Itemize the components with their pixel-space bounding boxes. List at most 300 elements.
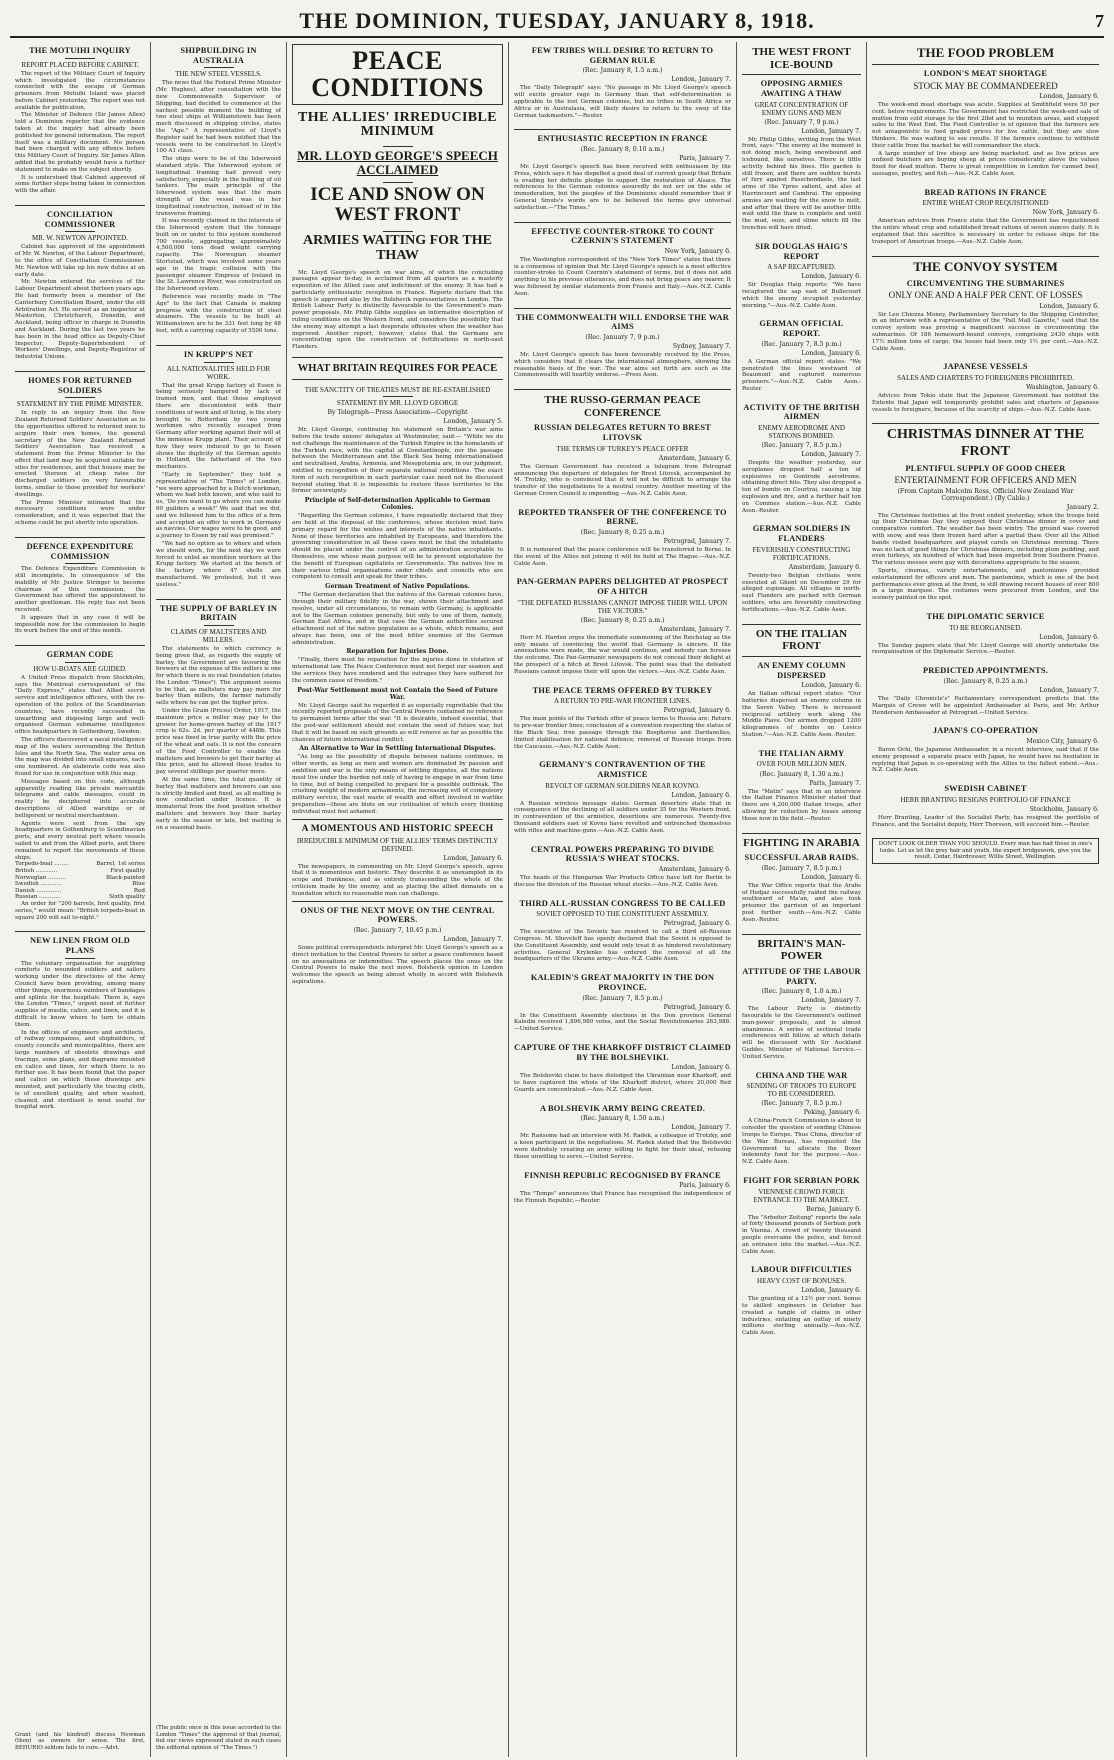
- article-body: The voluntary organisation for supplying comforts to wounded soldiers and sailors working under the directions of the Army Council have been providing, among many other things, enormous numbers of bandages and splints for the hospitals. There is, says the London "Times," urgent need of further supplies of muslin, calico, and linen, and it is difficult to know where to turn to obtain them.: [15, 960, 145, 1028]
- article-subhead: ONLY ONE AND A HALF PER CENT. OF LOSSES: [888, 290, 1083, 301]
- article-headline: RUSSIAN DELEGATES RETURN TO BREST LITOVSK: [534, 423, 711, 443]
- article-subhead: HOW U-BOATS ARE GUIDED.: [33, 664, 127, 673]
- article-body: Under the Grain (Prices) Order, 1917, the maximum price a miller may pay to the grower for home-grown barley of the 1917 crop is 62s. 2d. per quarter of 448lb. This price was fixed in true parity with the price of the wheat and oats. It is not the concern of the Food Controller to enable the maltsters and brewers to get their barley at this price, and he allowed those trades to pay several shillings per quarter more.: [156, 708, 281, 776]
- article-body: An Italian official report states: "Our batteries dispersed an enemy column in the Seren Valley. There is increased reciprocal artillery work along the Middle Piave. Our airmen dropped 1200 kilogrammes of bombs on Levico Station."—Aus.-N.Z. Cable Assn.-Reuter.: [742, 691, 861, 739]
- article-headline: A BOLSHEVIK ARMY BEING CREATED.: [539, 1103, 706, 1113]
- article-meat-shortage: [872, 69, 1099, 182]
- article-subhead: MR. W. NEWTON APPOINTED.: [32, 234, 128, 243]
- dateline: Petrograd, January 6.: [663, 1003, 731, 1011]
- article-body: Reference was recently made in "The Age" to the fact that Canada is making progress with the construction of steel steamers. The vessels to be built at Williamstown are to be 331 feet long by 48 feet, with a carrying capacity of 5500 tons.: [156, 294, 281, 335]
- dateline: London, January 6.: [1039, 92, 1099, 100]
- article-china: [742, 1071, 861, 1170]
- dateline: Amsterdam, January 6.: [788, 563, 861, 571]
- divider: [514, 222, 731, 223]
- divider: [383, 182, 413, 183]
- banner-headline: THE ALLIES' IRREDUCIBLE MINIMUM: [297, 109, 498, 140]
- article-body: A United Press dispatch from Stockholm, says the Montreal correspondent of the "Daily Express," states that Allied secret service and intelligence officers, with the co-operation of the police of the Scandinavian countries, have recently succeeded in unearthing and disposing large and well-organised German submarine intelligence office headquarters in Gothenburg, Sweden.: [15, 674, 145, 736]
- article-appointments: [872, 666, 1099, 720]
- dateline: New York, January 6.: [664, 247, 731, 255]
- column-2: [150, 42, 286, 1757]
- page-number: 7: [1095, 10, 1104, 31]
- article-subhead: THE SANCTITY OF TREATIES MUST BE RE-ESTABLISHED: [304, 386, 491, 395]
- article-subhead: THE TERMS OF TURKEY'S PEACE OFFER: [556, 444, 689, 453]
- article-body: Advices from Tokio state that the Japanese Government has notified the Entente that Japan will temporarily prohibit sales and charters of Japanese vessels to foreigners, because of the scarcity of ships.—Aus.-N.Z. Cable Assn.: [872, 393, 1099, 413]
- section-headline: THE WEST FRONT ICE-BOUND: [742, 46, 861, 75]
- divider: [65, 58, 95, 59]
- article-headline: JAPAN'S CO-OPERATION: [932, 726, 1039, 736]
- article-headline: ACTIVITY OF THE BRITISH AIRMEN: [743, 402, 860, 422]
- dateline: Petrograd, January 6.: [663, 920, 731, 928]
- article-body: Mr. Lloyd George said he regarded it as especially regrettable that the recently reported proposals of the Central Powers contained no reference to permanent terms after the war. "It is desirable, indeed essential, that the post-war settlement should not contain the seed of future war, but that it will be based on such grounds as will remove as far as possible the chances of future international conflict.: [292, 702, 503, 743]
- received-line: (Rec. January 8, 1.5 a.m.): [582, 67, 663, 75]
- article-body: Sports, cinemas, variety entertainments, and pantomimes provided entertainment for officers and men. The pantomime, which is one of the best performances ever given at the front, is still drawing record houses of over 800 in a large marquee. The costumes were procured from London, and the scenery painted on the spot.: [872, 567, 1099, 602]
- article-headline: ONUS OF THE NEXT MOVE ON THE CENTRAL POWERS.: [300, 905, 495, 925]
- article-body: It is understood that Cabinet approved of some further steps being taken in connection with the affair.: [15, 174, 145, 195]
- column-4: [508, 42, 736, 1757]
- article-headline: PLENTIFUL SUPPLY OF GOOD CHEER: [905, 463, 1066, 473]
- dateline: New York, January 6.: [1032, 209, 1099, 217]
- article-serbian-pork: [742, 1176, 861, 1260]
- article-swedish-cabinet: [872, 784, 1099, 832]
- article-headline: SHIPBUILDING IN AUSTRALIA: [180, 46, 257, 65]
- column-5: [736, 42, 866, 1757]
- article-subhead: SENDING OF TROOPS TO EUROPE TO BE CONSIDERED.: [746, 1082, 857, 1099]
- section-headline: BRITAIN'S MAN-POWER: [742, 934, 861, 963]
- dateline: London, January 7.: [801, 997, 861, 1005]
- article-headline: EFFECTIVE COUNTER-STROKE TO COUNT CZERNIN'S STATEMENT: [531, 226, 714, 246]
- article-body: "Finally, there must be reparation for the injuries done in violation of international law. The Peace Conference must not forget our seamen and the services they have rendered and the outrages they have suffered for the common cause of freedom.": [292, 657, 503, 684]
- dateline: Amsterdam, January 6.: [658, 454, 731, 462]
- article-body: The German Government has received a telegram from Petrograd announcing the departure of delegates for Brest Litovsk, accompanied by M. Trotzky, who is convinced that it will not be difficult to arrange the transfer of the negotiations to a neutral country. Another meeting of the German Crown Council is impending.—Aus.-N.Z. Cable Assn.: [514, 463, 731, 497]
- article-body: At the same time, the total quantity of barley that maltsters and brewers can use is strictly limited and fixed, as all malting is now conducted under licence. It is immaterial from the food position whether maltsters and brewers buy their barley early in the season or late, but malting is on a seasonal basis.: [156, 777, 281, 831]
- article-france-reception: [514, 134, 731, 215]
- banner-headline: MR. LLOYD GEORGE'S SPEECH ACCLAIMED: [297, 147, 498, 177]
- dateline: London, January 6.: [671, 1064, 731, 1072]
- received-line: (Rec. January 8, 0.25 a.m.): [580, 616, 665, 624]
- article-headline: PAN-GERMAN PAPERS DELIGHTED AT PROSPECT OF A HITCH: [516, 577, 729, 597]
- divider: [204, 625, 234, 626]
- article-body: "We had no option as to where and when we should work, for the next day we were forced to enlist as munition workers at the Krupp factory. We started at the bench of the factory where 47 shells are manufactured. We protested, but it was useless.": [156, 540, 281, 588]
- dateline: London, January 7.: [671, 1124, 731, 1132]
- article-headline: CAPTURE OF THE KHARKOFF DISTRICT CLAIMED BY THE BOLSHEVIKI.: [514, 1042, 731, 1062]
- dateline: London, January 6.: [801, 1287, 861, 1295]
- column-6: [866, 42, 1104, 1757]
- article-german-code: [15, 650, 145, 925]
- article-body: Baron Ochi, the Japanese Ambassador, in a recent interview, said that if the enemy proposed a separate peace with Japan, he would have no hesitation in replying that Japan is co-operating with the Allies to the fullest extent.—Aus.-N.Z. Cable Assn.: [872, 746, 1099, 774]
- received-line: (Rec. January 7, 9 p.m.): [585, 333, 660, 341]
- article-body: Mr. Lloyd George's speech has been favourably received by the Press, which considers that it clears the international atmosphere, showing the reasonable basis of the war. The war aims set forth are such as the Commonwealth will heartily endorse.—Press Assn.: [514, 351, 731, 379]
- dateline: London, January 6.: [671, 791, 731, 799]
- received-line: (Rec. January 7, 8.5 p.m.): [761, 1100, 842, 1108]
- article-headline: THIRD ALL-RUSSIAN CONGRESS TO BE CALLED: [519, 898, 726, 908]
- dateline: Petrograd, January 6.: [663, 707, 731, 715]
- article-headline: GERMAN OFFICIAL REPORT.: [759, 319, 844, 339]
- article-headline: FINNISH REPUBLIC RECOGNISED BY FRANCE: [524, 1170, 721, 1180]
- received-line: (Rec. January 7, 10.45 p.m.): [353, 926, 442, 934]
- divider: [65, 231, 95, 232]
- article-kaledin: [514, 973, 731, 1037]
- article-headline: CIRCUMVENTING THE SUBMARINES: [906, 278, 1065, 288]
- article-headline: ENTHUSIASTIC RECEPTION IN FRANCE: [537, 134, 708, 144]
- article-subhead: SALES AND CHARTERS TO FOREIGNERS PROHIBITED.: [897, 373, 1074, 382]
- article-enemy-column: [742, 661, 861, 743]
- received-line: (Rec. January 7, 9 p.m.): [764, 118, 839, 126]
- article-headline: JAPANESE VESSELS: [943, 362, 1028, 372]
- divider: [15, 205, 145, 206]
- received-line: (Rec. January 7, 8.5 p.m.): [761, 442, 842, 450]
- article-body: Herr Branting, Leader of the Socialist Party, has resigned the portfolio of Finance, and the Socialist deputy, Herr Thorsson, will succeed him.—Reuter.: [872, 814, 1099, 828]
- section-headline: THE CONVOY SYSTEM: [872, 256, 1099, 275]
- article-body: The report of the Military Court of Inquiry which investigated the circumstances connected with the escape of German prisoners from Motuihi Island was placed before Cabinet yesterday. The report was not available for publication.: [15, 70, 145, 111]
- received-line: (Rec. January 8, 0.10 a.m.): [580, 145, 665, 153]
- article-subhead: ALL NATIONALITIES HELD FOR WORK.: [166, 364, 271, 381]
- article-bolshevik-army: [514, 1104, 731, 1165]
- article-labour-difficulties: [742, 1265, 861, 1340]
- article-body: Herr M. Harden urges the immediate summoning of the Reichstag as the only means of convincing the world that Germany is sincere. If the annexations were made, the war would continue, and nobody can foresee the outcome. The Pan-Germanic newspapers do not conceal their delight at the prospect of a hitch at Brest Litovsk. The point was that the defeated Russians cannot impose their will upon the victors.—Aus.-N.Z. Cable Assn.: [514, 634, 731, 675]
- article-headline: DEFENCE EXPENDITURE COMMISSION: [26, 541, 134, 561]
- main-banner-headline: PEACE CONDITIONS: [292, 44, 503, 105]
- article-headline: IN KRUPP'S NET: [183, 349, 254, 359]
- divider: [514, 308, 731, 309]
- dateline: Paris, January 7.: [679, 154, 731, 162]
- byline: By Telegraph—Press Association—Copyright: [327, 409, 468, 417]
- article-headline: CHINA AND THE WAR: [755, 1070, 848, 1080]
- article-body: The "Matin" says that in an interview the Italian Finance Minister stated that there are 4,200,000 Italian troops, after allowing for reduction by losses among those now in the field.—Reuter.: [742, 788, 861, 822]
- editorial-note: (The public once in this issue accorded to the London "Times" the approval of that journal, but our views expressed stated in such cases the editorial opinion of "The Times."): [156, 1725, 281, 1751]
- section-subhead: An Alternative to War in Settling International Disputes.: [299, 745, 496, 753]
- article-body: It appears that in any case it will be impossible now for the commission to begin its work before the end of this month.: [15, 614, 145, 635]
- divider: [514, 389, 731, 390]
- article-headline: ATTITUDE OF THE LABOUR PARTY.: [742, 966, 861, 986]
- article-body: The "Daily Chronicle's" Parliamentary correspondent predicts that the Marquis of Crewe will be appointed Ambassador at Paris, and Mr. Arthur Henderson Ambassador at Petrograd.—United Service.: [872, 695, 1099, 716]
- article-haig: [742, 242, 861, 314]
- dateline: London, January 6.: [1039, 633, 1099, 641]
- article-headline: KALEDIN'S GREAT MAJORITY IN THE DON PROVINCE.: [530, 973, 715, 992]
- article-armistice: [514, 760, 731, 838]
- advertisement: Grant (and his kindred) discuss Newman (then) as owners for sense. The first, BEHURIO seldom fails to cure.—Advt.: [15, 1731, 145, 1751]
- article-subhead: HERR BRANTING RESIGNS PORTFOLIO OF FINANCE: [900, 795, 1071, 804]
- article-body: The Prime Minister intimated that the necessary conditions were under consideration, and it was expected that the scheme could be put shortly into operation.: [15, 499, 145, 527]
- article-subhead: ENEMY AERODROME AND STATIONS BOMBED.: [758, 424, 845, 441]
- article-berne: [514, 508, 731, 572]
- byline: (From Captain Malcolm Ross, Official New Zealand War Correspondent.) (By Cable.): [897, 487, 1074, 502]
- article-headline: LONDON'S MEAT SHORTAGE: [923, 68, 1048, 78]
- article-subhead: REPORT PLACED BEFORE CABINET.: [21, 60, 139, 69]
- article-body: Mr. Philip Gibbs, writing from the West front, says: "The enemy at the moment is not doing much, being snowbound and icebound, like ourselves. There is little activity behind his lines. His garden is still frozen, and there are sudden bursts of fury against Passchendaele, the last arms of the Ypres salient, and also at Havrincourt and Cambrai. The opposing armies are waiting for the snow to melt, and after that there will be another little wait until the thaw is complete and until the mud, ooze, and slime which fill the trenches will have dried.: [742, 136, 861, 232]
- article-headline: SIR DOUGLAS HAIG'S REPORT: [755, 241, 848, 261]
- dateline: Peking, January 6.: [803, 1109, 861, 1117]
- divider: [15, 371, 145, 372]
- article-body: The ships were to be of the Isherwood standard style. The Isherwood system of longitudinal framing had proved very satisfactory, especially in the building of oil tankers. The main principle of the Isherwood system was that the main strength of the vessel was in her longitudinal construction, instead of in the transverse framing.: [156, 156, 281, 217]
- article-turkey: [514, 686, 731, 755]
- article-japan: [872, 726, 1099, 778]
- dateline: London, January 6.: [801, 349, 861, 357]
- article-arab-raids: [742, 853, 861, 927]
- column-3: [286, 42, 508, 1757]
- divider: [204, 362, 234, 363]
- divider: [65, 397, 95, 398]
- article-headline: GERMAN CODE: [46, 650, 114, 660]
- article-body: Mr. Lloyd George, continuing his statement on Britain's war aims before the trade unions' delegates at Westminster, said:— "While we do not challenge the maintenance of the Turkish Empire in the homelands of the Turkish race, with the capital at Constantinople, nor the passage between the Mediterranean and the Black Sea being internationalised and neutralised, Arabia, Armenia, and Mesopotamia are, in our judgment, entitled to recognition of their separate national conditions. The exact form of such recognition in each particular case need not be discussed beyond stating that it is impossible to restore these territories to the former sovereignty.: [292, 427, 503, 495]
- article-subhead: "THE DEFEATED RUSSIANS CANNOT IMPOSE THEIR WILL UPON THE VICTORS.": [517, 598, 728, 615]
- article-body: Mr. Ransome had an interview with M. Radek, a colleague of Trotzky, and a keen participant in the negotiations. M. Radek stated that the Bolsheviki were definitely creating an army willing to fight for their ideal, refusing those unwilling to serve.—United Service.: [514, 1133, 731, 1160]
- received-line: (Rec. January 8, 0.25 a.m.): [943, 677, 1028, 685]
- section-headline: THE RUSSO-GERMAN PEACE CONFERENCE: [544, 394, 701, 419]
- article-body: "Early in September," they told a representative of "The Times" of London, "we were approached by a Dutch workman, whom we had both known, and who said to us, 'Do you want to go where you can make 60 guilders a week?' We said that we did, and we followed him to the office of a firm and accepted an offer to work in Germany as navvies. Our wages were to be good, and a journey to Essen by rail was promised.": [156, 471, 281, 540]
- article-body: In reply to an inquiry from the New Zealand Returned Soldiers' Association as to the opportunities offered to returned men to acquire their own homes, the general secretary of the New Zealand Returned Soldiers' Association has received a statement from the Prime Minister to the effect that land may be acquired suitable for sites for residences, and that houses may be erected thereon at cheap rates for discharged soldiers on very favourable terms, similar to those provided for workers' dwellings.: [15, 410, 145, 498]
- received-line: (Rec. January 8, 1.50 a.m.): [580, 1115, 665, 1123]
- article-headline: THE MOTUIHI INQUIRY: [29, 46, 131, 55]
- divider: [383, 231, 413, 232]
- article-congress: [514, 899, 731, 968]
- section-subhead: Post-War Settlement must not Contain the Seed of Future War.: [297, 686, 498, 701]
- section-subhead: Reparation for Injuries Done.: [346, 648, 449, 656]
- received-line: (Rec. January 7, 8.5 p.m.): [761, 340, 842, 348]
- article-body: Sir Leo Chiozza Money, Parliamentary Secretary to the Shipping Controller, in an interview with a representative of the "Pall Mall Gazette," said that the convoy system was proving a magnificent success in circumventing the submarines. Of 186 homeward-bound convoys, comprising 2430 ships with 17½ million tons of cargo, the losses had been only 1½ per cent.—Aus.-N.Z. Cable Assn.: [872, 311, 1099, 352]
- article-subhead: IRREDUCIBLE MINIMUM OF THE ALLIES' TERMS DISTINCTLY DEFINED.: [296, 836, 499, 853]
- article-body: The Labour Party is distinctly favourable to the Government's outlined man-power proposals, and is almost unanimous. A series of sectional trade conferences will follow, at which details will be discussed with Sir Auckland Geddes, Minister of National Service.—United Service.: [742, 1006, 861, 1060]
- divider: [65, 958, 95, 959]
- dateline: London, January 6.: [801, 873, 861, 881]
- article-body: Messages based on this code, although apparently reading like private mercantile telegrams and cable messages, could in reality be deciphered into accurate descriptions of Allied warships or of belligerent or neutral merchantmen.: [15, 778, 145, 819]
- received-line: (Rec. January 8, 1.0 a.m.): [761, 988, 842, 996]
- received-line: (Rec. January 7, 8.5 p.m.): [761, 864, 842, 872]
- article-headline: SWEDISH CABINET: [944, 784, 1027, 794]
- article-subhead: SOVIET OPPOSED TO THE CONSTITUENT ASSEMBLY.: [536, 910, 709, 919]
- article-body: The officers discovered a naval intelligence map of the waters surrounding the British Isles and the North Sea. The water area on the map was divided into small squares, each one numbered. An elaborate code was also found for use in conjunction with this map.: [15, 737, 145, 777]
- article-headline: THE COMMONWEALTH WILL ENDORSE THE WAR AIMS: [515, 312, 730, 332]
- table-row: Swedish ............ Blue: [15, 881, 145, 888]
- article-bread-rations: [872, 188, 1099, 250]
- received-line: (Rec. January 8, 0.25 a.m.): [580, 529, 665, 537]
- article-subhead: REVOLT OF GERMAN SOLDIERS NEAR KOVNO.: [545, 781, 700, 790]
- dateline: Amsterdam, January 7.: [658, 625, 731, 633]
- table-row: British ............ First quality: [15, 867, 145, 874]
- article-subhead: FEVERISHLY CONSTRUCTING FORTIFICATIONS.: [752, 545, 851, 562]
- article-body: The main points of the Turkish offer of peace terms to Russia are: Return to pre-war frontier lines; conclusion of a convention respecting the status of the Black Sea; free passage through the Bosphorus and Dardanelles; limited stabilisation for national defence; removal of Russian troops from the Caucasus.—Aus.-N.Z. Cable Assn.: [514, 716, 731, 750]
- section-subhead: Principle of Self-determination Applicable to German Colonies.: [304, 497, 491, 512]
- article-body: The executive of the Soviets has resolved to call a third all-Russian Congress. M. Sheveleff has openly declared that the Soviet is opposed to the Constituent Assembly, and would only treat it as hindered revolutionary activities. General Krylenko has ordered the removal of all the headquarters of the Ukraine army.—Aus.-N.Z. Cable Assn.: [514, 929, 731, 963]
- article-body: A large number of live sheep are being marketed, and as live prices are unfixed butchers are buying sheep at prices considerably above the values fixed for dead mutton. There is great competition in London for canned beef, sausages, poultry, and fish.—Aus.-N.Z. Cable Assn.: [872, 150, 1099, 177]
- dateline: London, January 5.: [443, 418, 503, 426]
- dateline: January 2.: [1066, 503, 1099, 511]
- article-italian-army: [742, 749, 861, 827]
- article-headline: GERMAN SOLDIERS IN FLANDERS: [752, 524, 851, 544]
- article-body: The "Arbeiter Zeitung" reports the sale of forty thousand pounds of Serbian pork in Vienna. A crowd of twenty thousand people overcame the police, and forced an entrance into the market.—Aus.-N.Z. Cable Assn.: [742, 1214, 861, 1255]
- article-subhead: GREAT CONCENTRATION OF ENEMY GUNS AND MEN: [754, 100, 849, 117]
- dateline: Paris, January 6.: [679, 1182, 731, 1190]
- divider: [514, 129, 731, 130]
- article-headline: HOMES FOR RETURNED SOLDIERS: [28, 375, 132, 395]
- article-body: The "Temps" announces that France has recognised the independence of the Finnish Republic.—Reuter.: [514, 1191, 731, 1204]
- article-headline: PREDICTED APPOINTMENTS.: [922, 666, 1049, 676]
- dateline: Sydney, January 7.: [672, 342, 731, 350]
- columns: [10, 42, 1104, 1757]
- article-body: The Minister of Defence (Sir James Allen) told a Dominion reporter that the evidence taken at the inquiry had already been published for general information. The report itself was a military document. No person had been charged with any offence before this Military Court of Inquiry. Sir James Allen added that he probably would have a further statement to make on the subject shortly.: [15, 112, 145, 173]
- article-subhead: CLAIMS OF MALTSTERS AND MILLERS.: [170, 627, 267, 644]
- article-linen: [15, 936, 145, 1115]
- dateline: London, January 6.: [801, 682, 861, 690]
- article-shipbuilding: [156, 46, 281, 339]
- article-finnish: [514, 1171, 731, 1209]
- article-headline: SUCCESSFUL ARAB RAIDS.: [744, 853, 859, 863]
- article-body: The Christmas festivities at the front ended yesterday, when the troops held up their Christmas Day they enjoyed their Christmas dinner in cover and comparative comfort. The weather has been wintry. The ground was covered with snow, and was then frozen hard after a partial thaw. Over all the Allied bands visited headquarters and played carols on Christmas morning. There was no lack of good things for Christmas dinners, including plum pudding, and even turkeys, six hundred of which had been imported from Southern France. The various messes were gay with decorations appropriate to the season.: [872, 512, 1099, 567]
- masthead: [10, 6, 1104, 38]
- article-krupp: [156, 350, 281, 593]
- dateline: London, January 7.: [801, 451, 861, 459]
- divider: [383, 396, 413, 397]
- article-wheat: [514, 845, 731, 893]
- table-row: Norwegian .......... Black-painted: [15, 874, 145, 881]
- article-opposing-armies: [742, 79, 861, 236]
- column-1: [10, 42, 150, 1757]
- article-subhead: HEAVY COST OF BONUSES.: [757, 1277, 846, 1286]
- article-body: The newspapers, in commenting on Mr. Lloyd George's speech, agree that it is momentous and historic. They describe it as unexampled in its scope and frankness, and as entirely transcending the whole of the criticism made by the enemy, and as placing the allied demands on a foundation which no reasonable man can challenge.: [292, 863, 503, 897]
- article-flanders: [742, 524, 861, 617]
- article-subhead: VIENNESE CROWD FORCE ENTRANCE TO THE MARKET.: [753, 1187, 850, 1204]
- article-headline: BREAD RATIONS IN FRANCE: [924, 187, 1047, 197]
- article-body: The Bolsheviki claim to have dislodged the Ukrainian near Kharkoff, and to have captured the whole of the Kharkoff district, where 20,000 Red Guards are concentrated.—Aus.-N.Z. Cable Assn.: [514, 1073, 731, 1093]
- article-commonwealth: [514, 313, 731, 384]
- article-body: The statements to which currency is being given that, as regards the supply of barley, the Government are favouring the brewers at the expense of the millers is one for which there is no real foundation (states the London "Times"). The argument seems to be that, as maltsters may pay more for barley than millers, the farmer naturally sells where he can get the higher price.: [156, 645, 281, 707]
- article-body: It was recently claimed in the interests of the Isherwood system that the tonnage built on or under to this system numbered 700 vessels, aggregating approximately 4,500,000 tons dead weight carrying capacity. The Norwegian steamer Stortstad, which was involved some years ago in the tragic collision with the passenger steamer Empress of Ireland in the St. Lawrence River, was constructed on the Isherwood system.: [156, 218, 281, 293]
- section-headline: WHAT BRITAIN REQUIRES FOR PEACE: [292, 357, 503, 380]
- article-body: Agents were sent from the spy headquarters in Gothenburg to Scandinavian ports, and every neutral port where vessels sailed to and from the Allied ports, and there remained to report the movements of these ships.: [15, 820, 145, 861]
- article-body: In the Constituent Assembly elections in the Don province General Kaledin received 1,896,980 votes, and the Social Revolutionaries 263,988.—United Service.: [514, 1012, 731, 1033]
- divider: [383, 146, 413, 147]
- divider: [156, 345, 281, 346]
- section-headline: CHRISTMAS DINNER AT THE FRONT: [872, 423, 1099, 459]
- section-headline: FIGHTING IN ARABIA: [742, 833, 861, 850]
- article-body: Despite the weather yesterday, our aeroplanes dropped half a ton of explosives on Gontrode aerodrome, obtaining direct hits. They also dropped a ton of bombs on Courtrai, causing a big explosion and fire, and a further half ton on Comines station.—Aus.-N.Z. Cable Assn.-Reuter.: [742, 460, 861, 514]
- article-body: Mr. Newton entered the services of the Labour Department about thirteen years ago. He had formerly been a member of the Canterbury Conciliation Board, under the old Arbitration Act. He served as an inspector at Masterton, Christchurch, Dunedin, and Auckland, being officer in charge in Dunedin and Auckland. During the last two years he has been in the head office as Deputy-Chief Inspector, Deputy-Superintendent of Workers' Dwellings, and Deputy-Registrar of Industrial Unions.: [15, 279, 145, 361]
- article-body: The Sunday papers state that Mr. Lloyd George will shortly undertake the reorganisation of the Diplomatic Service.—Reuter.: [872, 642, 1099, 656]
- table-row: Russian ............ Sixth quality: [15, 894, 145, 901]
- article-body: The heads of the Hungarian War Products Office have left for Berlin to discuss the division of the Russian wheat stocks.—Aus.-N.Z. Cable Assn.: [514, 874, 731, 888]
- article-body: Twenty-two Belgian civilians were executed at Ghent on December 29 for alleged espionage. All villages in north-east Flanders are packed with German soldiers, who are feverishly constructing fortifications.—Aus.-N.Z. Cable Assn.: [742, 572, 861, 613]
- article-headline: A MOMENTOUS AND HISTORIC SPEECH: [301, 823, 494, 834]
- article-headline: NEW LINEN FROM OLD PLANS: [30, 936, 130, 955]
- code-table: [15, 861, 145, 901]
- article-body: The news that the Federal Prime Minister (Mr. Hughes), after consultation with the new Commonwealth Supervisor of Shipping, had decided to commence at the earliest possible moment the building of two steel ships at Williamstown has been much discussed in shipping circles, states the "Age." A representative of Lloyd's Register said he had been notified that the vessels were to be constructed to Lloyd's 100 A1 class.: [156, 80, 281, 155]
- divider: [292, 901, 503, 902]
- article-body: Some political correspondents interpret Mr. Lloyd George's speech as a direct invitation to the Central Powers to enter a peace conference based on no annexations or indemnities. The speech places the onus on the Central Powers to make the next move. Bolshevik opinion in London welcomes the speech as being almost wholly in accord with Bolshevik aspirations.: [292, 944, 503, 985]
- divider: [65, 662, 95, 663]
- article-few-tribes: [514, 46, 731, 123]
- divider: [204, 67, 234, 68]
- dateline: Amsterdam, January 6.: [658, 865, 731, 873]
- article-subhead: ENTIRE WHEAT CROP REQUISITIONED: [922, 199, 1049, 208]
- received-line: (Rec. January 8, 1.30 a.m.): [759, 770, 844, 778]
- article-body: The week-end meat shortage was acute. Supplies at Smithfield were 50 per cent. below requirements. The Government has restricted the week-end sale of mutton from cold storage to the first 2lbd and to munition areas, and stopped sales to the West End. The Food Controller is of opinion that the farmers are not antagonistic to foed graded prices for live cattle, but they are slow thinkers. He was waiting to see results. If the farmers continue to withhold their cattle from the market he will commandeer the stock.: [872, 101, 1099, 149]
- article-body: It is rumoured that the peace conference will be transferred to Berne. In the event of the Allies not joining it will be held at The Hague.—Aus.-N.Z. Cable Assn.: [514, 547, 731, 567]
- section-headline: ON THE ITALIAN FRONT: [742, 624, 861, 657]
- dateline: Paris, January 7.: [809, 779, 861, 787]
- article-christmas: [872, 464, 1099, 606]
- divider: [15, 645, 145, 646]
- article-headline: GERMANY'S CONTRAVENTION OF THE ARMISTICE: [539, 760, 706, 779]
- article-labour-party: [742, 967, 861, 1065]
- article-german-official: [742, 319, 861, 396]
- article-body: A Russian wireless message states: German deserters state that in consequence of the declining of all soldiers under 35 for the Western front, in contravention of the armistice, desertions are numerous. Twenty-five thousand soldiers east of Kovno have revolted and entrenched themselves with rifles and machine-guns.—Aus.-N.Z. Cable Assn.: [514, 800, 731, 834]
- article-subhead: STATEMENT BY THE PRIME MINISTER.: [16, 400, 144, 409]
- article-diplomatic: [872, 612, 1099, 660]
- article-body: An order for "200 barrels, first quality, first series," would mean: "British torpedo-boat in square 200 will sail to-night.": [15, 900, 145, 921]
- lead-paragraph: Mr. Lloyd George's speech on war aims, of which the concluding passages appear to-day, is acclaimed from all quarters as a masterly exposition of the Allied case and indictment of the enemy. It has had a particularly enthusiastic reception in France. Reports declare that the speech is approved also by the Bolshevik representatives in London. The British Labour Party is distinctly favourable to the Government's man-power proposals. Mr. Philip Gibbs supplies an informative description of ruling conditions on the Western front, and considers the possibility that the enemy may attempt a last desperate offensive when the weather has improved. Another report, however, states that the Germans are concentrating upon the construction of fortifications in north-east Flanders.: [292, 269, 503, 351]
- article-body: A German official report states: "We penetrated the lines westward of Beaumont and captured numerous prisoners."—Aus.-N.Z. Cable Assn.-Reuter.: [742, 358, 861, 392]
- dateline: Washington, January 6.: [1026, 384, 1099, 392]
- article-body: The Washington correspondent of the "New York Times" states that there is a consensus of opinion that Mr. Lloyd George's speech is a most effective counter-stroke to Count Czernin's statement of terms, but it does not add anything to his previous utterances, and does not bring peace any nearer. It was followed by similar statements from France and Italy.—Aus.-N.Z. Cable Assn.: [514, 256, 731, 297]
- article-headline: FEW TRIBES WILL DESIRE TO RETURN TO GERMAN RULE: [531, 46, 714, 65]
- article-body: American advices from France state that the Government has requisitioned the entire wheat crop and established bread rations of seven ounces daily. It is explained that this sacrifice is necessary in order to release ships for the transport of American troops.—Aus.-N.Z. Cable Assn.: [872, 218, 1099, 245]
- article-body: "Regarding the German colonies, I have repeatedly declared that they are held at the disposal of the conference, whose decision must have primary regard for the wishes and interests of the native inhabitants. None of these territories are inhabited by Europeans, and therefore the governing consideration in all these cases must be that the inhabitants should be placed under the control of an administration acceptable to themselves, one whose main purpose will be to prevent exploitation for the benefit of European capitalists or Governments. The natives live in their various tribal organisations under chiefs and councils who are competent to consult and speak for their tribes.: [292, 513, 503, 581]
- article-subhead: OVER FOUR MILLION MEN.: [756, 760, 847, 769]
- article-conciliation: [15, 210, 145, 365]
- table-row: Danish .............. Red: [15, 887, 145, 894]
- article-body: Cabinet has approved of the appointment of Mr. W. Newton, of the Labour Department, to the office of Conciliation Commissioner. Mr. Newton will take up his new duties at an early date.: [15, 244, 145, 278]
- article-headline: CENTRAL POWERS PREPARING TO DIVIDE RUSSIA'S WHEAT STOCKS.: [530, 844, 715, 864]
- article-motuihi: [15, 46, 145, 199]
- dateline: Berne, January 6.: [806, 1205, 861, 1213]
- article-body: A China-French Commission is about to consider the question of sending Chinese troops to Europe. Thus China, director of the War Bureau, has requested the Government to allocate the Boxer indemnity fund for the purpose.—Aus.-N.Z. Cable Assn.: [742, 1118, 861, 1166]
- divider: [15, 931, 145, 932]
- section-headline: THE FOOD PROBLEM: [872, 46, 1099, 65]
- advertisement: DON'T LOOK OLDER THAN YOU SHOULD. Every man has had those in one's looks. Let us let the grey hair and youth, the expert bridgework, give you the result. Cedar, Hairdresser, Willis Street, Wellington.: [872, 838, 1099, 863]
- article-body: The Defence Expenditure Commission is still incomplete. In consequence of the inability of Mr. Justice Stringer to become chairman of this commission, the Government has offered the appointment to another gentleman. His reply has not been received.: [15, 566, 145, 613]
- article-subhead: A SAP RECAPTURED.: [767, 263, 836, 272]
- dateline: Petrograd, January 7.: [663, 538, 731, 546]
- article-subhead: TO BE REORGANISED.: [949, 623, 1022, 632]
- dateline: London, January 7.: [671, 76, 731, 84]
- article-body: "As long as the possibility of dispute between nations continues, in other words, as long as men and women are dominated by passion and ambition and war is the only means of settling disputes, all the nations must live under the burden not only of having to engage in war from time to time, but of being compelled to prepare for a possible outbreak. The crushing weight of modern armaments, the increasing evil of compulsory military service, the vast waste of wealth and effort involved in warlike preparation—these are blots on our civilisation of which every thinking individual must feel ashamed.: [292, 754, 503, 815]
- dateline: Stockholm, January 6.: [1029, 805, 1099, 813]
- article-headline: OPPOSING ARMIES AWAITING A THAW: [760, 79, 843, 98]
- article-brest-litovsk: [514, 423, 731, 501]
- dateline: Mexico City, January 6.: [1026, 737, 1099, 745]
- dateline: London, January 7.: [801, 127, 861, 135]
- article-subhead: ENTERTAINMENT FOR OFFICERS AND MEN: [894, 475, 1077, 486]
- article-headline: LABOUR DIFFICULTIES: [751, 1265, 852, 1275]
- article-headline: THE PEACE TERMS OFFERED BY TURKEY: [532, 685, 713, 695]
- divider: [292, 819, 503, 820]
- article-pan-german: [514, 577, 731, 679]
- article-body: In the offices of engineers and architects, of railway companies, and shipbuilders, of county councils and municipalities, there are large numbers of obsolete drawings and tracings, some plans, and diagrams mounted on calico and linen, for which there is no further use. It has been found that the paper and calico on which these drawings are mounted, and particularly the tracing cloth, is of excellent quality, and when washed, cleaned, and sterilised is most useful for hospital work.: [15, 1029, 145, 1111]
- article-japanese-vessels: [872, 362, 1099, 417]
- article-body: That the great Krupp factory at Essen is being seriously hampered by lack of trained men, and that those employed there are discontented with their conditions of work and of living, is the story brought to Rotterdam by two young workmen who recently escaped from Germany after working against their will at the immense Krupp plant. Their account of how they were induced to go to Essen shows the duplicity of the German agents in Holland, the fatherland of the two mechanics.: [156, 382, 281, 471]
- article-subhead: THE NEW STEEL VESSELS.: [175, 70, 262, 79]
- dateline: London, January 7.: [1039, 686, 1099, 694]
- article-body: The granting of a 12½ per cent. bonus to skilled engineers in October has created a tangle of claims in other industries, entailing an outlay of ninety millions sterling annually.—Aus.-N.Z. Cable Assn.: [742, 1296, 861, 1337]
- dateline: London, January 6.: [443, 854, 503, 862]
- article-barley: [156, 604, 281, 836]
- dateline: London, January 6.: [1039, 302, 1099, 310]
- divider: [156, 599, 281, 600]
- section-subhead: German Treatment of Native Populations.: [325, 583, 470, 591]
- article-headline: AN ENEMY COLUMN DISPERSED: [757, 660, 846, 680]
- article-headline: THE DIPLOMATIC SERVICE: [926, 611, 1045, 621]
- banner-headline: ICE AND SNOW ON WEST FRONT: [310, 184, 485, 226]
- divider: [65, 563, 95, 564]
- banner-headline: ARMIES WAITING FOR THE THAW: [303, 233, 492, 263]
- article-czernin: [514, 227, 731, 302]
- article-headline: FIGHT FOR SERBIAN PORK: [743, 1175, 860, 1185]
- article-headline: THE SUPPLY OF BARLEY IN BRITAIN: [159, 603, 278, 623]
- article-subhead: A RETURN TO PRE-WAR FRONTIER LINES.: [553, 697, 692, 706]
- dateline: London, January 7.: [443, 935, 503, 943]
- article-convoy: [872, 279, 1099, 357]
- article-subhead: STOCK MAY BE COMMANDEERED: [913, 80, 1058, 91]
- received-line: (Rec. January 7, 8.5 p.m.): [582, 994, 663, 1002]
